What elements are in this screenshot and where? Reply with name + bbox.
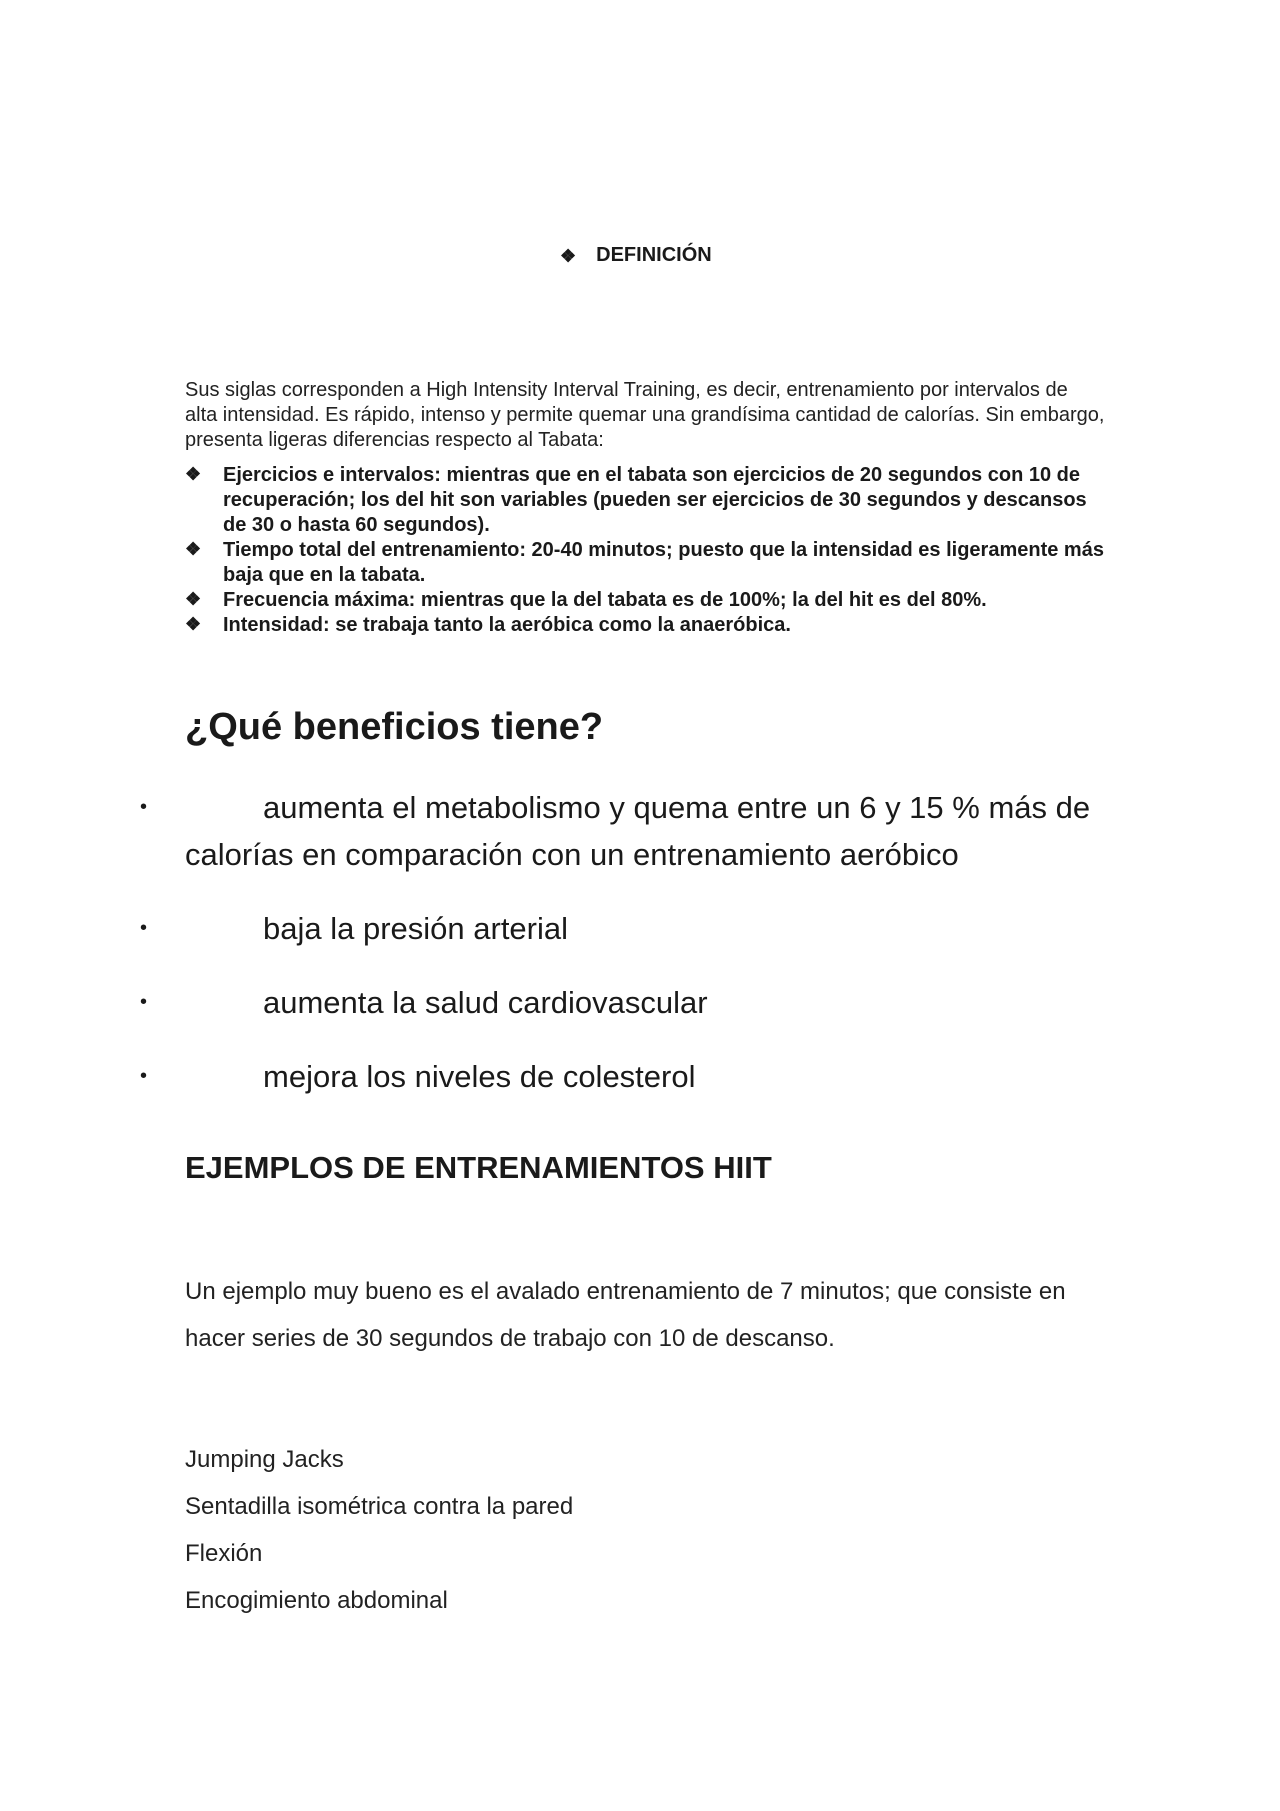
list-item: Jumping Jacks [185,1446,344,1473]
list-item: Encogimiento abdominal [185,1587,448,1614]
list-item-text: aumenta el metabolismo y quema entre un 6 y 15 % más de calorías en comparación con un entrenamiento aeróbico [185,790,1091,872]
diamond-bullet-icon: ❖ [185,614,202,634]
benefits-title: ¿Qué beneficios tiene? [185,706,604,748]
list-item [185,588,1105,613]
list-item-text: Intensidad: se trabaja tanto la aeróbica como la anaeróbica. [223,614,791,636]
definition-heading-text: DEFINICIÓN [596,244,712,266]
bullet-icon: • [140,917,148,939]
examples-title: EJEMPLOS DE ENTRENAMIENTOS HIIT [185,1150,772,1185]
diamond-bullet-icon: ❖ [560,245,577,266]
list-item [140,784,1100,878]
difference-list [185,463,1105,638]
list-item [185,463,1105,538]
diamond-bullet-icon: ❖ [185,464,202,484]
list-item-text: Tiempo total del entrenamiento: 20-40 minutos; puesto que la intensidad es ligeramente más baja que en la tabata. [223,539,1104,586]
diamond-bullet-icon: ❖ [185,589,202,609]
bullet-icon: • [140,796,148,818]
list-item: Sentadilla isométrica contra la pared [185,1493,574,1520]
definition-intro: Sus siglas corresponden a High Intensity Interval Training, es decir, entrenamiento por intervalos de alta intensidad. Es rápido, intenso y permite quemar una grandísima cantidad de calorías. Sin embargo, presenta ligeras diferencias respecto al Tabata: [185,379,1105,451]
list-item [185,613,1105,638]
diamond-bullet-icon: ❖ [185,539,202,559]
list-item-text: Frecuencia máxima: mientras que la del tabata es de 100%; la del hit es del 80%. [223,589,987,611]
list-item-text: baja la presión arterial [263,911,569,946]
list-item [140,1053,1100,1100]
list-item [140,905,1100,952]
exercise-list [185,1436,573,1624]
definition-heading [560,244,712,267]
examples-text: Un ejemplo muy bueno es el avalado entrenamiento de 7 minutos; que consiste en hacer series de 30 segundos de trabajo con 10 de descanso. [185,1278,1066,1352]
bullet-icon: • [140,1065,148,1087]
benefits-list [140,784,1100,1127]
list-item-text: aumenta la salud cardiovascular [263,985,708,1020]
list-item-text: mejora los niveles de colesterol [263,1059,696,1094]
list-item-text: Ejercicios e intervalos: mientras que en el tabata son ejercicios de 20 segundos con 10 de recuperación; los del hit son variables (pueden ser ejercicios de 30 segundos y descansos de 30 o hasta 60 segundos). [223,464,1087,536]
list-item: Flexión [185,1540,263,1567]
list-item [185,538,1105,588]
bullet-icon: • [140,991,148,1013]
list-item [140,979,1100,1026]
